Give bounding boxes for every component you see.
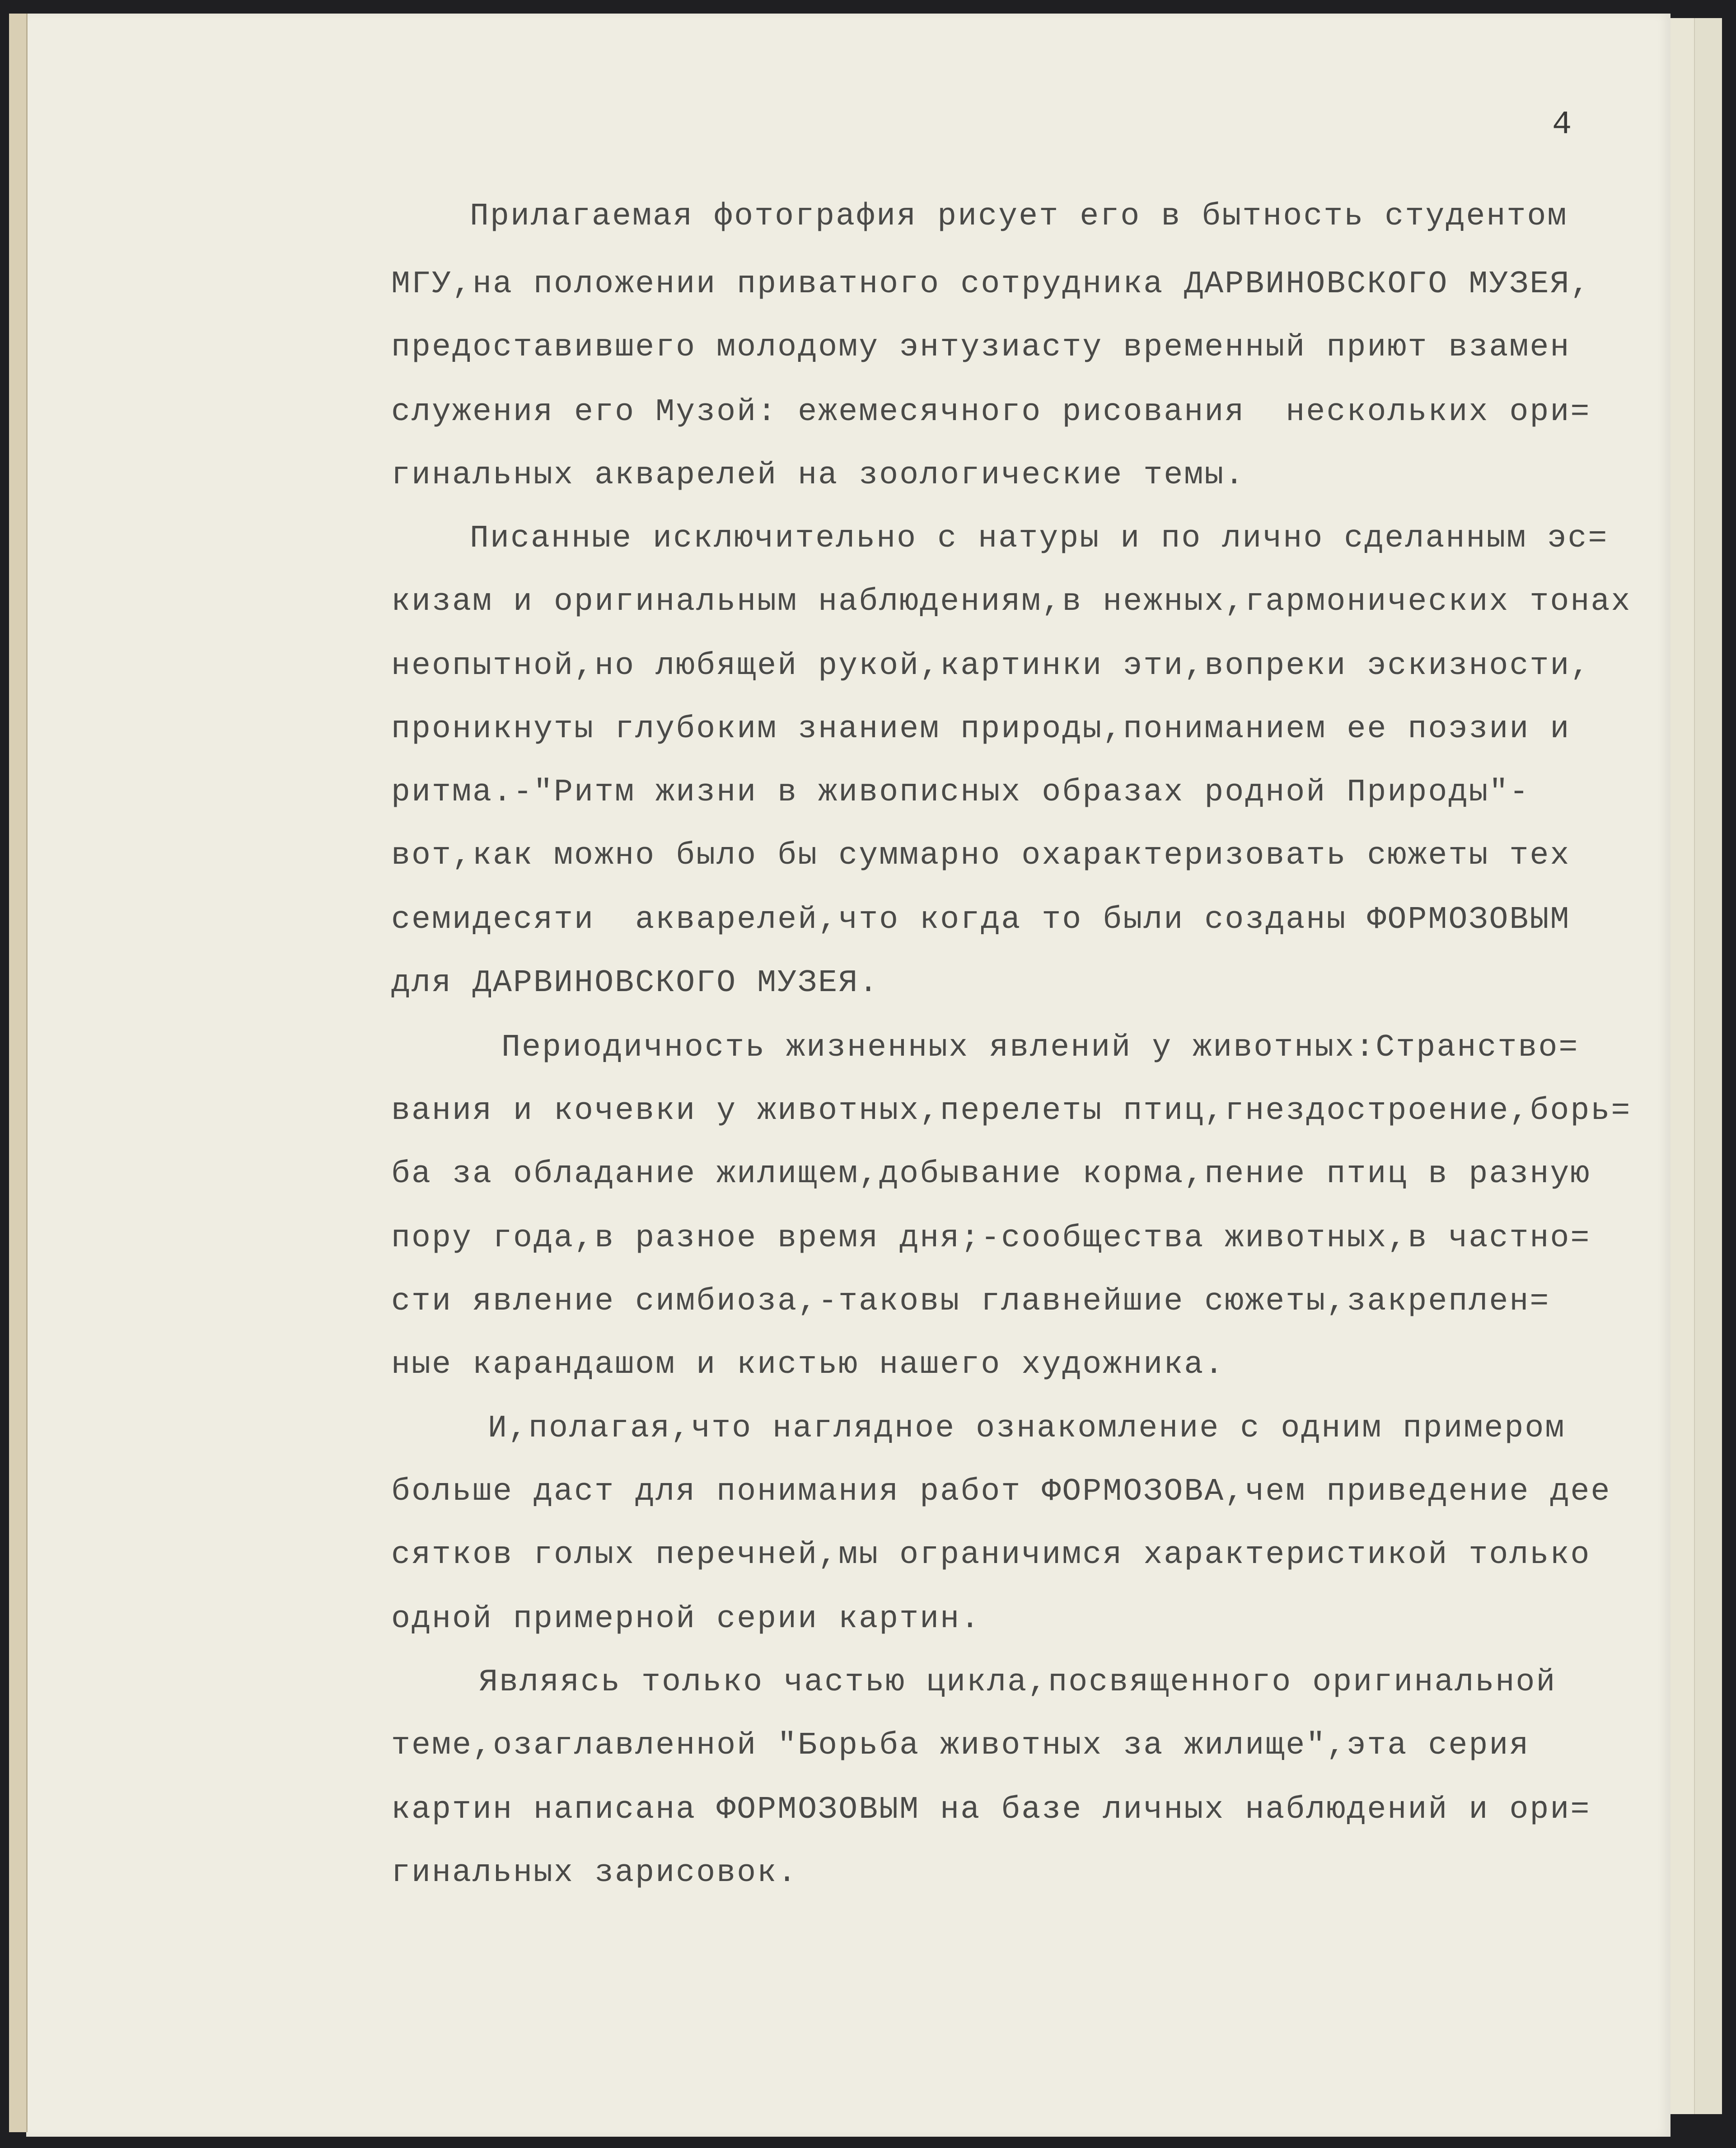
text-line: служения его Музой: ежемесячного рисования нескольких ори= — [391, 394, 1591, 430]
text-line: МГУ,на положении приватного сотрудника ДАРВИНОВСКОГО МУЗЕЯ, — [391, 267, 1591, 302]
text-line: вания и кочевки у животных,перелеты птиц,гнездостроение,борь= — [391, 1093, 1632, 1129]
text-line: Прилагаемая фотография рисует его в бытность студентом — [470, 199, 1568, 234]
text-line: проникнуты глубоким знанием природы,пониманием ее поэзии и — [391, 711, 1571, 747]
text-line: гинальных зарисовок. — [391, 1855, 798, 1891]
text-line: одной примерной серии картин. — [391, 1601, 981, 1637]
typewritten-page — [26, 14, 1670, 2137]
binding-strip — [9, 14, 28, 2132]
text-line: теме,озаглавленной "Борьба животных за жилище",эта серия — [391, 1728, 1530, 1764]
text-line: семидесяти акварелей,что когда то были созданы ФОРМОЗОВЫМ — [391, 902, 1571, 938]
text-line: предоставившего молодому энтузиасту временный приют взамен — [391, 330, 1571, 365]
text-line: И,полагая,что наглядное ознакомление с одним примером — [488, 1411, 1566, 1446]
text-line: Являясь только частью цикла,посвященного оригинальной — [479, 1665, 1557, 1700]
text-line: сти явление симбиоза,-таковы главнейшие сюжеты,закреплен= — [391, 1284, 1550, 1320]
text-line: ные карандашом и кистью нашего художника. — [391, 1347, 1225, 1383]
page-stack-edge — [1667, 18, 1695, 2114]
text-line: гинальных акварелей на зоологические темы. — [391, 458, 1245, 493]
text-line: сятков голых перечней,мы ограничимся характеристикой только — [391, 1537, 1591, 1573]
text-line: кизам и оригинальным наблюдениям,в нежных,гармонических тонах — [391, 584, 1632, 620]
text-line: ритма.-"Ритм жизни в живописных образах родной Природы"- — [391, 775, 1530, 810]
text-line: ба за обладание жилищем,добывание корма,пение птиц в разную — [391, 1156, 1591, 1192]
text-line: Периодичность жизненных явлений у животных:Странство= — [501, 1030, 1579, 1066]
page-stack-edge — [1694, 18, 1722, 2114]
text-line: картин написана ФОРМОЗОВЫМ на базе личных наблюдений и ори= — [391, 1792, 1591, 1828]
text-line: для ДАРВИНОВСКОГО МУЗЕЯ. — [391, 965, 880, 1001]
text-line: пору года,в разное время дня;-сообщества животных,в частно= — [391, 1221, 1591, 1256]
page-number: 4 — [1552, 106, 1572, 143]
body-text — [26, 14, 1670, 2137]
text-line: вот,как можно было бы суммарно охарактеризовать сюжеты тех — [391, 838, 1571, 874]
text-line: больше даст для понимания работ ФОРМОЗОВА,чем приведение дее — [391, 1474, 1611, 1510]
text-line: Писанные исключительно с натуры и по лично сделанным эс= — [470, 521, 1609, 557]
text-line: неопытной,но любящей рукой,картинки эти,вопреки эскизности, — [391, 648, 1591, 684]
